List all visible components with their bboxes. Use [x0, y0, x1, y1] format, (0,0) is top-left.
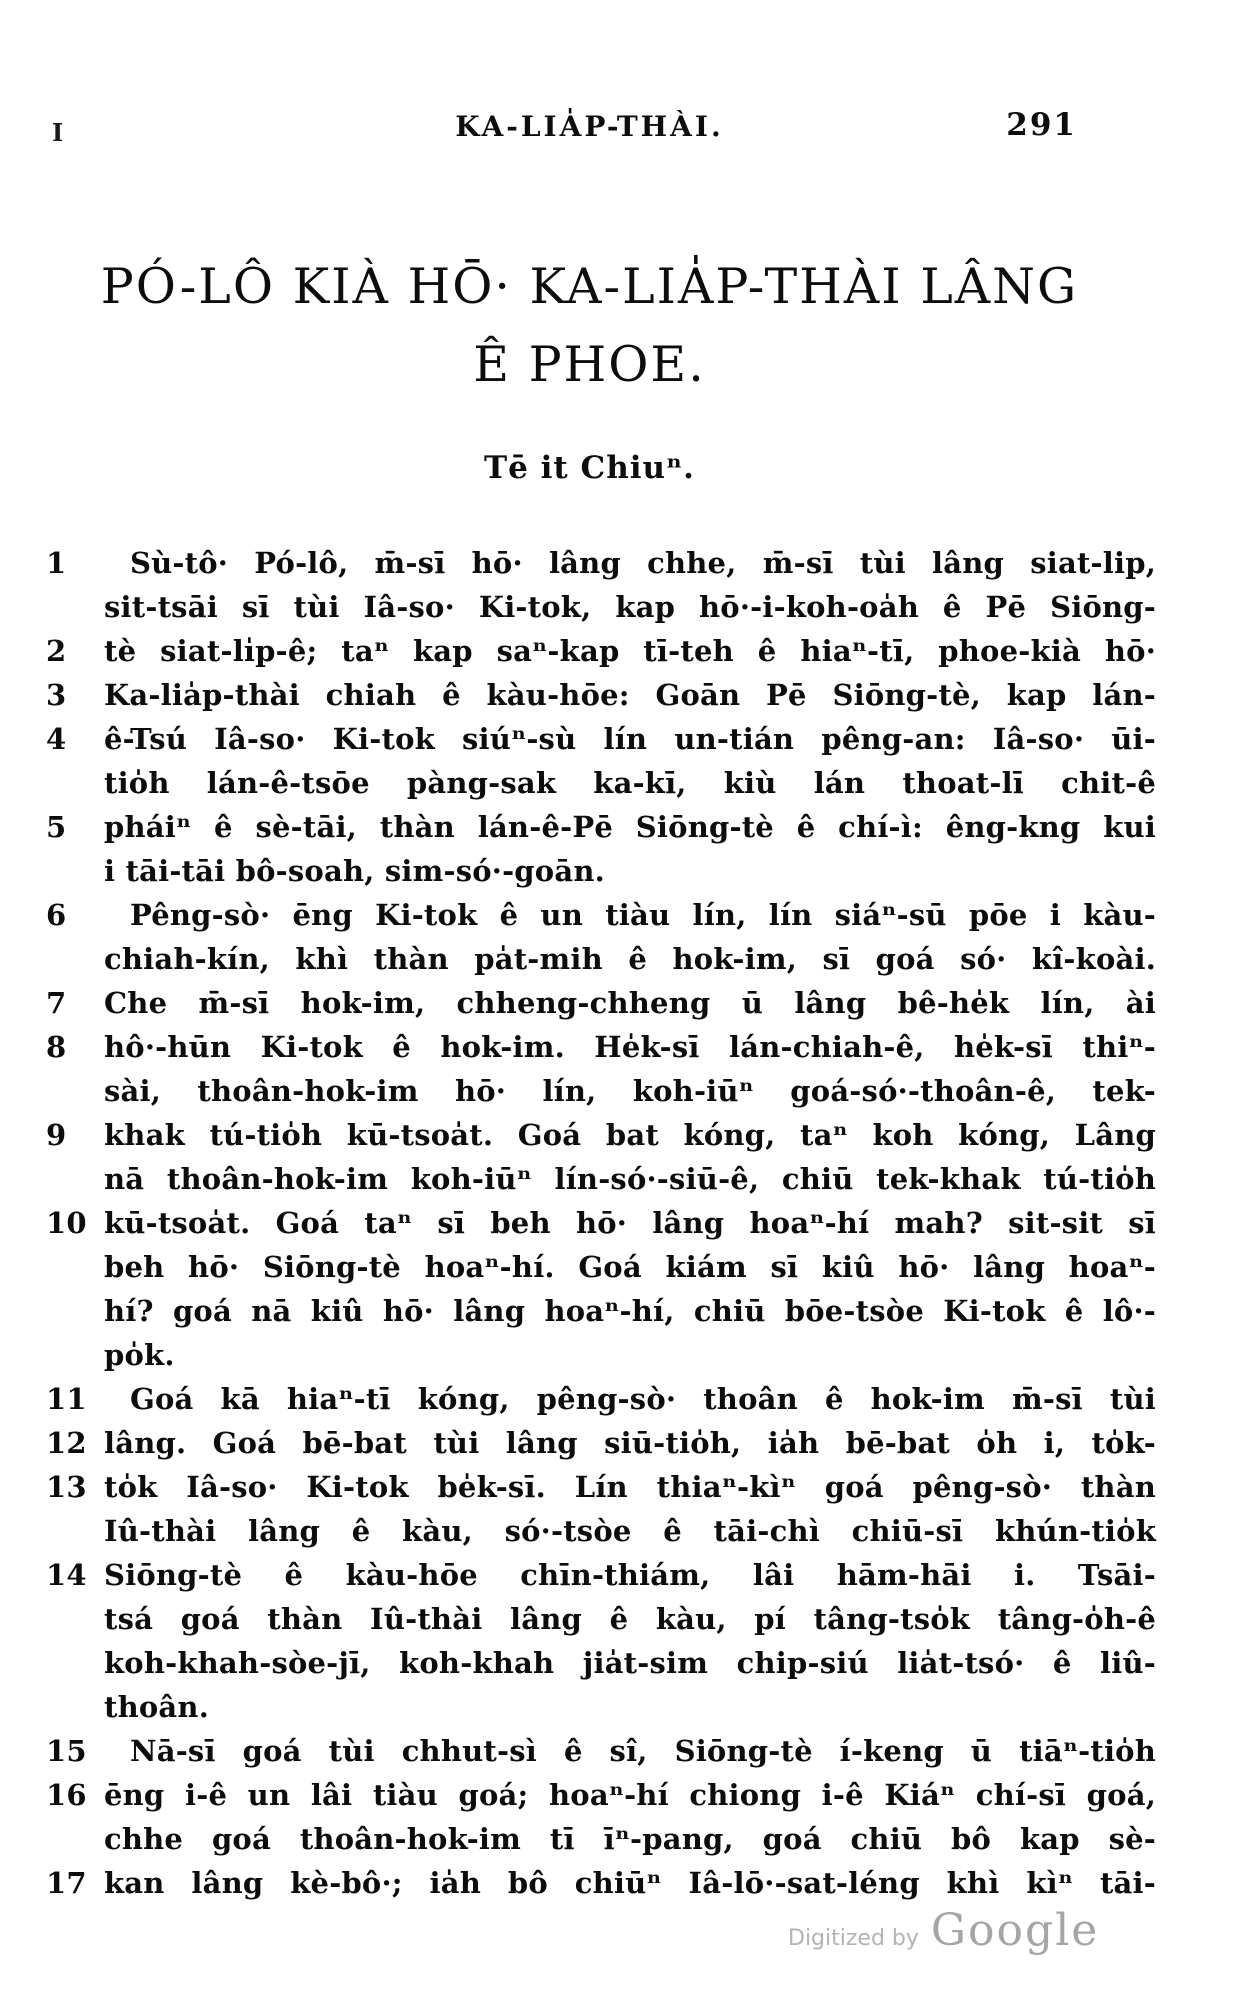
text-line: [104, 761, 1156, 805]
verse-text: Siōng-tè ê kàu-hōe chīn-thiám, lâi hām-hāi i. Tsāi-: [104, 1558, 1156, 1592]
text-line: [104, 1685, 1156, 1729]
verse-text: sit-tsāi sī tùi Iâ-so· Ki-tok, kap hō·-i-koh-oa̍h ê Pē Siōng-: [104, 590, 1156, 624]
text-line: [104, 1641, 1156, 1685]
margin-stray-mark: I: [52, 118, 64, 147]
verse-number: 4: [46, 722, 67, 756]
text-line: [46, 1201, 1156, 1245]
text-line: [46, 673, 1156, 717]
text-line: [46, 541, 1156, 585]
verse-text: nā thoân-hok-im koh-iūⁿ lín-só·-siū-ê, chiū tek-khak tú-tio̍h: [104, 1162, 1156, 1196]
chapter-heading: Tē it Chiuⁿ.: [484, 450, 695, 486]
book-title-line-2: Ê PHOE.: [473, 336, 706, 393]
verse-text: hí? goá nā kiû hō· lâng hoaⁿ-hí, chiū bōe-tsòe Ki-tok ê lô·-: [104, 1294, 1156, 1328]
verse-text: Ka-lia̍p-thài chiah ê kàu-hōe: Goān Pē Siōng-tè, kap lán-: [104, 678, 1156, 712]
verse-text: beh hō· Siōng-tè hoaⁿ-hí. Goá kiám sī kiû hō· lâng hoaⁿ-: [104, 1250, 1156, 1284]
verse-text: i tāi-tāi bô-soah, sim-só·-goān.: [104, 854, 605, 888]
verse-number: 6: [46, 898, 67, 932]
verse-text: Goá kā hiaⁿ-tī kóng, pêng-sò· thoân ê hok-im m̄-sī tùi: [130, 1382, 1156, 1416]
verse-number: 3: [46, 678, 67, 712]
text-line: [104, 1509, 1156, 1553]
text-line: [104, 1333, 1156, 1377]
verse-text: kan lâng kè-bô·; ia̍h bô chiūⁿ Iâ-lō·-sat-léng khì kìⁿ tāi-: [104, 1866, 1156, 1900]
verse-text: tè siat-li̍p-ê; taⁿ kap saⁿ-kap tī-teh ê hiaⁿ-tī, phoe-kià hō·: [104, 634, 1156, 668]
verse-number: 8: [46, 1030, 67, 1064]
verse-text: kū-tsoa̍t. Goá taⁿ sī beh hō· lâng hoaⁿ-hí mah? sit-sit sī: [104, 1206, 1156, 1240]
verse-text: sài, thoân-hok-im hō· lín, koh-iūⁿ goá-só·-thoân-ê, tek-: [104, 1074, 1156, 1108]
verse-text: Iû-thài lâng ê kàu, só·-tsòe ê tāi-chì chiū-sī khún-tio̍k: [104, 1514, 1156, 1548]
text-line: [46, 1421, 1156, 1465]
text-line: [46, 1861, 1156, 1905]
text-line: [46, 805, 1156, 849]
text-line: [104, 585, 1156, 629]
text-line: [104, 1157, 1156, 1201]
verse-number: 13: [46, 1470, 87, 1504]
verse-text: thoân.: [104, 1690, 209, 1724]
text-line: [46, 981, 1156, 1025]
verse-text: to̍k Iâ-so· Ki-tok be̍k-sī. Lín thiaⁿ-kìⁿ goá pêng-sò· thàn: [104, 1470, 1156, 1504]
text-line: [104, 1069, 1156, 1113]
verse-number: 17: [46, 1866, 87, 1900]
verse-number: 14: [46, 1558, 87, 1592]
verse-text: tio̍h lán-ê-tsōe pàng-sak ka-kī, kiù lán thoat-lī chit-ê: [104, 766, 1156, 800]
verse-text: Che m̄-sī hok-im, chheng-chheng ū lâng bê-he̍k lín, ài: [104, 986, 1156, 1020]
book-title-line-1: PÓ-LÔ KIÀ HŌ· KA-LIA̍P-THÀI LÂNG: [100, 258, 1079, 315]
text-line: [46, 1025, 1156, 1069]
verse-text: koh-khah-sòe-jī, koh-khah jia̍t-sim chip-siú lia̍t-tsó· ê liû-: [104, 1646, 1156, 1680]
text-line: [46, 1377, 1156, 1421]
verse-text: ēng i-ê un lâi tiàu goá; hoaⁿ-hí chiong i-ê Kiáⁿ chí-sī goá,: [104, 1778, 1156, 1812]
verse-text: pháiⁿ ê sè-tāi, thàn lán-ê-Pē Siōng-tè ê chí-ì: êng-kng kui: [104, 810, 1156, 844]
text-line: [46, 1773, 1156, 1817]
running-title: KA-LIA̍P-THÀI.: [455, 110, 724, 143]
verse-text: ê-Tsú Iâ-so· Ki-tok siúⁿ-sù lín un-tián pêng-an: Iâ-so· ūi-: [104, 722, 1156, 756]
verse-text: Pêng-sò· ēng Ki-tok ê un tiàu lín, lín siáⁿ-sū pōe i kàu-: [130, 898, 1156, 932]
verse-number: 10: [46, 1206, 87, 1240]
google-watermark: [788, 1905, 1099, 1956]
verse-number: 12: [46, 1426, 87, 1460]
verse-number: 7: [46, 986, 67, 1020]
verse-text: khak tú-tio̍h kū-tsoa̍t. Goá bat kóng, taⁿ koh kóng, Lâng: [104, 1118, 1156, 1152]
verse-text: tsá goá thàn Iû-thài lâng ê kàu, pí tâng-tso̍k tâng-o̍h-ê: [104, 1602, 1156, 1636]
body-text: [46, 541, 1156, 1905]
verse-number: 11: [46, 1382, 87, 1416]
verse-number: 16: [46, 1778, 87, 1812]
verse-number: 9: [46, 1118, 67, 1152]
text-line: [104, 937, 1156, 981]
text-line: [46, 1113, 1156, 1157]
text-line: [104, 849, 1156, 893]
page-number: 291: [1006, 107, 1077, 143]
text-line: [46, 1553, 1156, 1597]
text-line: [104, 1245, 1156, 1289]
verse-text: chhe goá thoân-hok-im tī īⁿ-pang, goá chiū bô kap sè-: [104, 1822, 1156, 1856]
text-line: [46, 629, 1156, 673]
text-line: [104, 1597, 1156, 1641]
verse-text: Sù-tô· Pó-lô, m̄-sī hō· lâng chhe, m̄-sī tùi lâng siat-lip,: [130, 546, 1156, 580]
verse-number: 1: [46, 546, 67, 580]
verse-number: 15: [46, 1734, 87, 1768]
text-line: [46, 1729, 1156, 1773]
text-line: [104, 1289, 1156, 1333]
text-line: [46, 893, 1156, 937]
verse-text: Nā-sī goá tùi chhut-sì ê sî, Siōng-tè í-keng ū tiāⁿ-tio̍h: [130, 1734, 1156, 1768]
verse-number: 5: [46, 810, 67, 844]
watermark-prefix: Digitized by: [788, 1926, 919, 1951]
verse-text: chiah-kín, khì thàn pa̍t-mih ê hok-im, sī goá só· kî-koài.: [104, 942, 1156, 976]
text-line: [46, 717, 1156, 761]
verse-text: lâng. Goá bē-bat tùi lâng siū-tio̍h, ia̍h bē-bat o̍h i, to̍k-: [104, 1426, 1156, 1460]
page-header: [0, 106, 1249, 154]
google-logo-text: Google: [930, 1905, 1100, 1956]
text-line: [46, 1465, 1156, 1509]
text-line: [104, 1817, 1156, 1861]
verse-text: po̍k.: [104, 1338, 175, 1372]
verse-number: 2: [46, 634, 67, 668]
verse-text: hô·-hūn Ki-tok ê hok-im. He̍k-sī lán-chiah-ê, he̍k-sī thiⁿ-: [104, 1030, 1156, 1064]
